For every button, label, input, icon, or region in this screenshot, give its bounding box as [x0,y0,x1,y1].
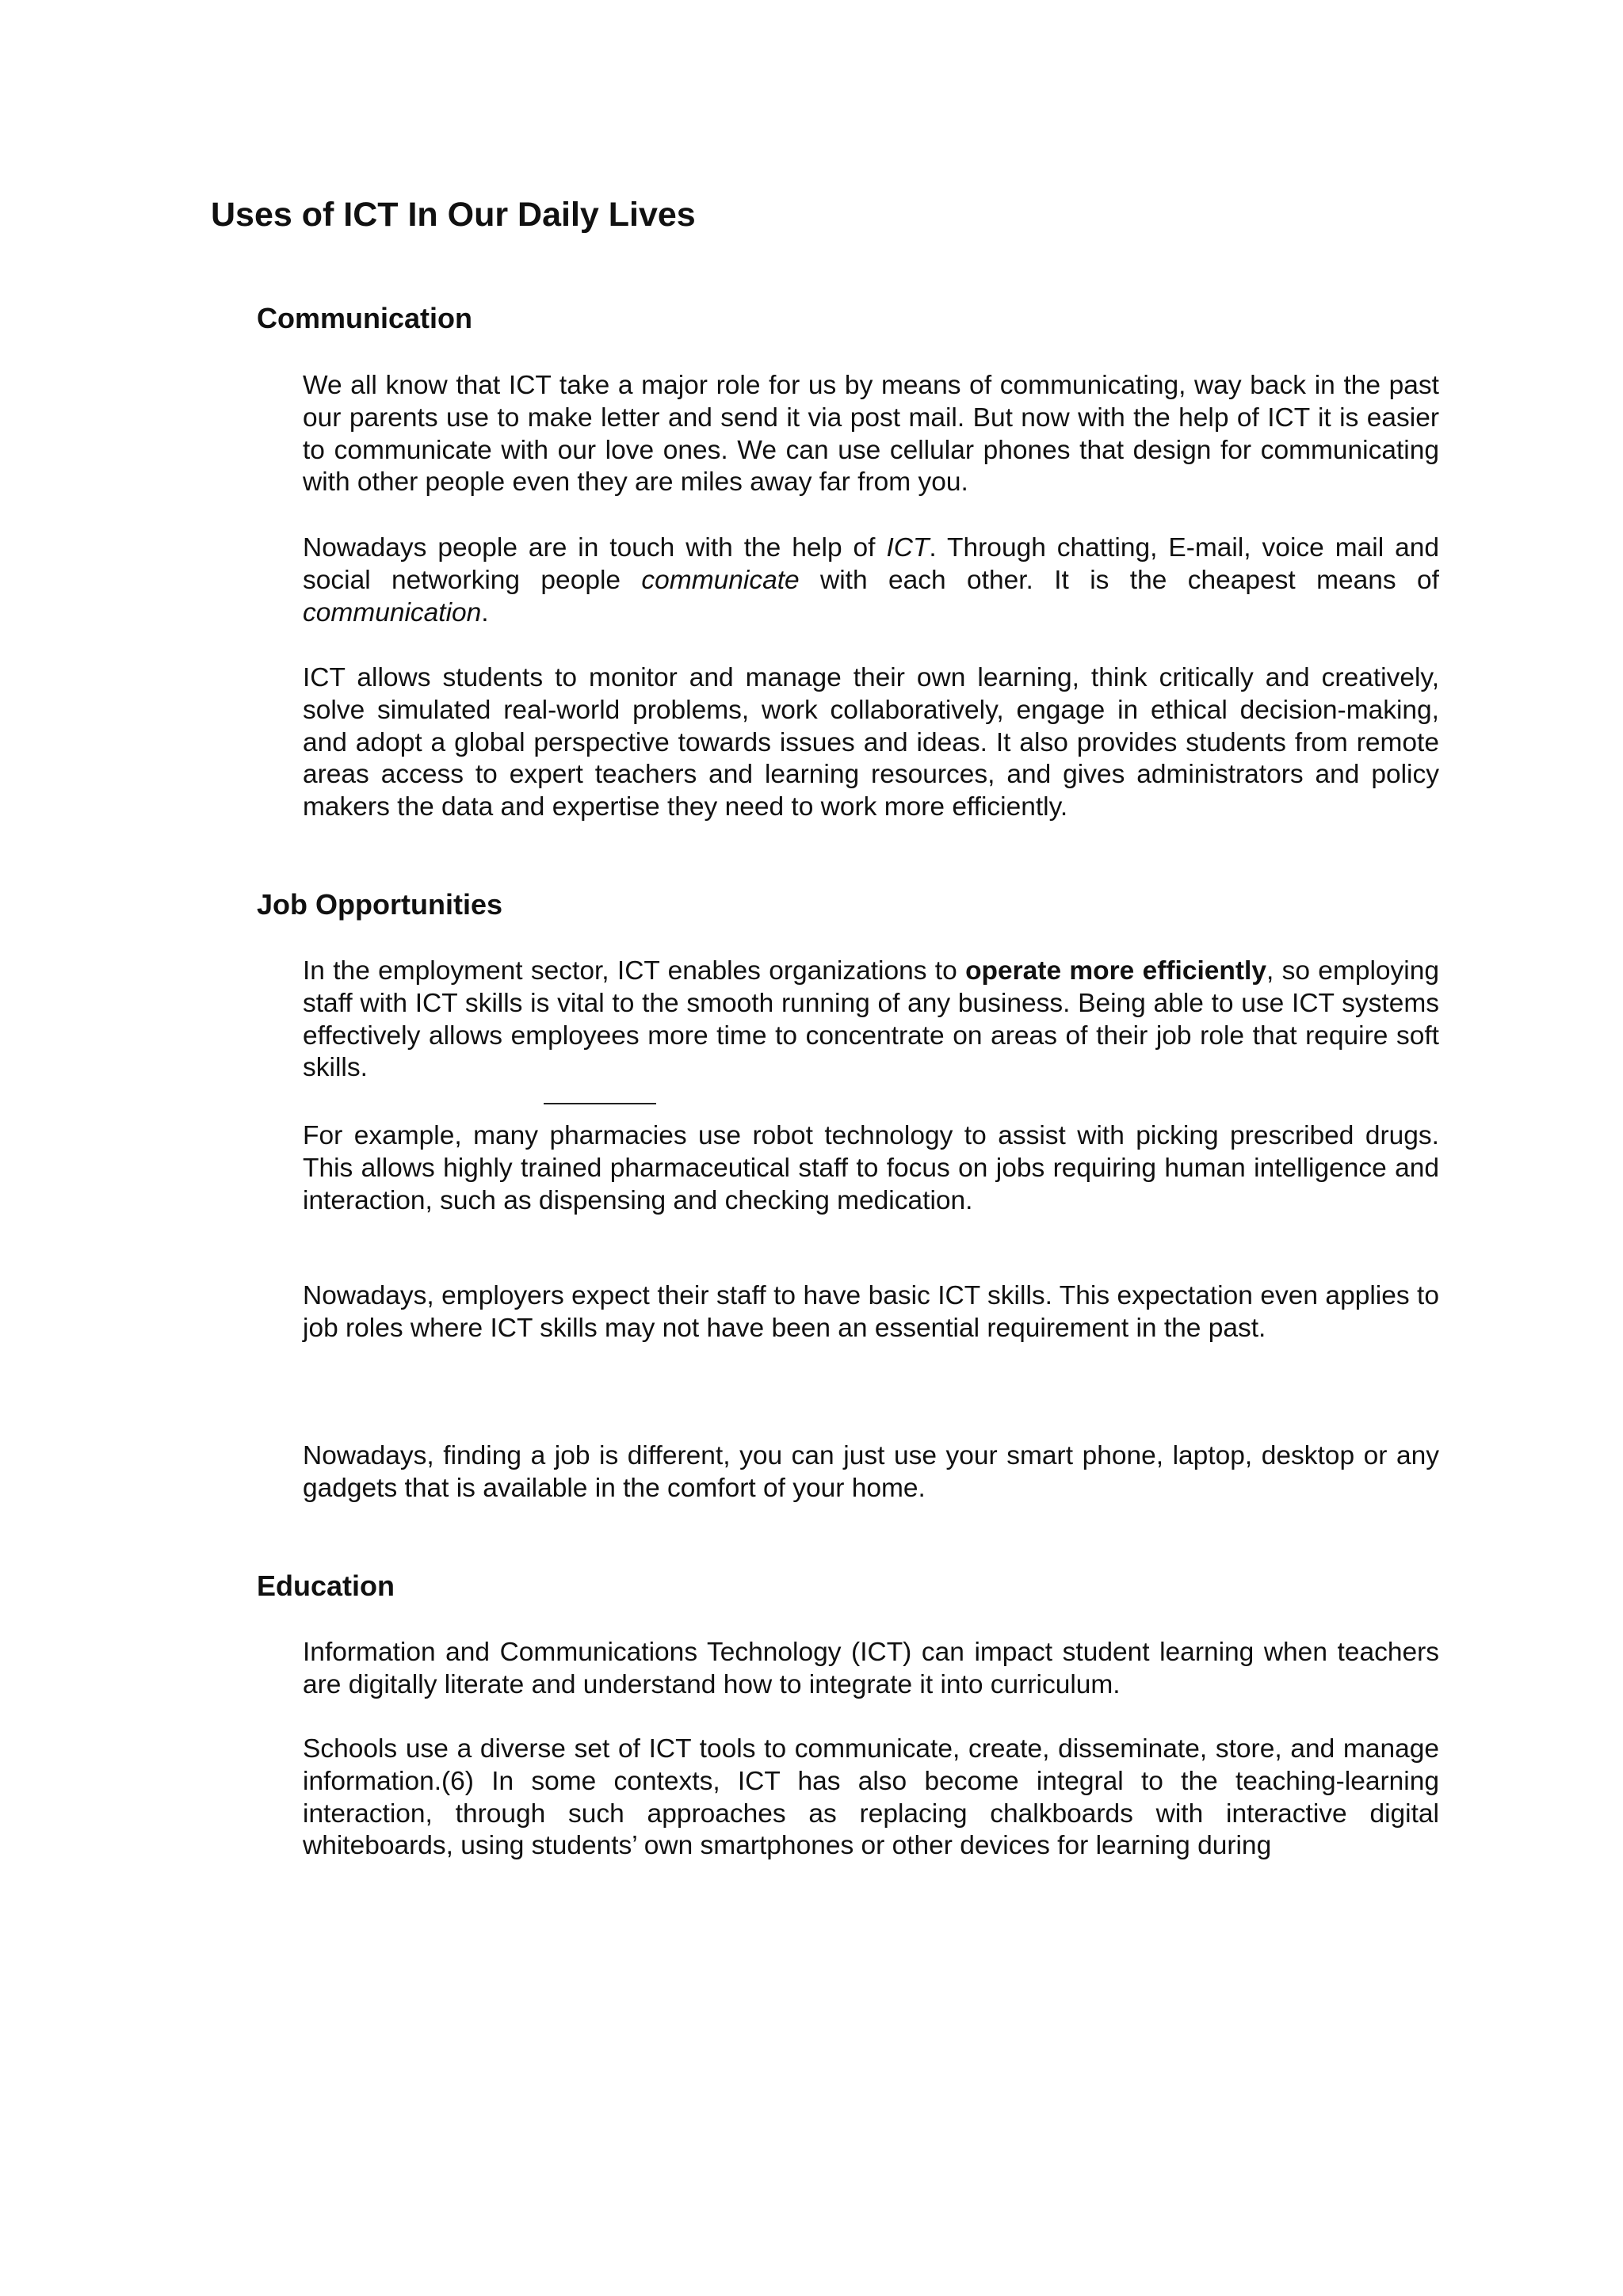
text-run: . Through chatting, E-mail, voice mail and social networking people [303,533,1439,595]
text-run: . [481,597,489,627]
paragraph-communication-3: ICT allows students to monitor and manage their own learning, think critically and creatively, solve simulated real-world problems, work collaboratively, engage in ethical decision-making, and adopt a global perspective towards issues and ideas. It also provides students from remote areas access to expert teachers and learning resources, and gives administrators and policy makers the data and expertise they need to work more efficiently. [303,663,1439,822]
text-run: Nowadays people are in touch with the help of [303,533,887,563]
text-run: In the employment sector, ICT enables organizations to [303,956,966,986]
paragraph-education-1: Information and Communications Technology (ICT) can impact student learning when teachers are digitally literate and understand how to integrate it into curriculum. [303,1638,1439,1699]
italic-text: communication [303,597,482,627]
text-run: with each other. It is the cheapest means of [799,565,1439,595]
text-run: , so employing staff with ICT skills is vital to the smooth running of any business. Being able to use ICT systems effectively allows employees more time to concentrate on areas of their job role that require soft skills. [303,956,1440,1083]
paragraph-communication-2 [303,532,1439,629]
section-heading-jobs: Job Opportunities [257,888,502,921]
document-title: Uses of ICT In Our Daily Lives [211,196,696,234]
section-heading-communication: Communication [257,302,473,334]
paragraph-jobs-4: Nowadays, finding a job is different, you can just use your smart phone, laptop, desktop or any gadgets that is available in the comfort of your home. [303,1441,1439,1503]
paragraph-education-2: Schools use a diverse set of ICT tools to communicate, create, disseminate, store, and manage information.(6) In some contexts, ICT has also become integral to the teaching-learning interaction, through such approaches as replacing chalkboards with interactive digital whiteboards, using students’ own smartphones or other devices for learning during [303,1734,1439,1861]
section-heading-education: Education [257,1569,395,1602]
italic-text: communicate [641,565,800,595]
paragraph-jobs-2: For example, many pharmacies use robot technology to assist with picking prescribed drugs. This allows highly trained pharmaceutical staff to focus on jobs requiring human intelligence and interaction, such as dispensing and checking medication. [303,1121,1439,1215]
bold-text: operate more efficiently [965,956,1266,986]
paragraph-jobs-3: Nowadays, employers expect their staff to have basic ICT skills. This expectation even applies to job roles where ICT skills may not have been an essential requirement in the past. [303,1281,1439,1343]
paragraph-communication-1: We all know that ICT take a major role for us by means of communicating, way back in the past our parents use to make letter and send it via post mail. But now with the help of ICT it is easier to communicate with our love ones. We can use cellular phones that design for communicating with other people even they are miles away far from you. [303,371,1439,498]
italic-text: ICT [886,533,930,563]
paragraph-jobs-1 [303,955,1439,1085]
horizontal-rule [544,1103,656,1104]
